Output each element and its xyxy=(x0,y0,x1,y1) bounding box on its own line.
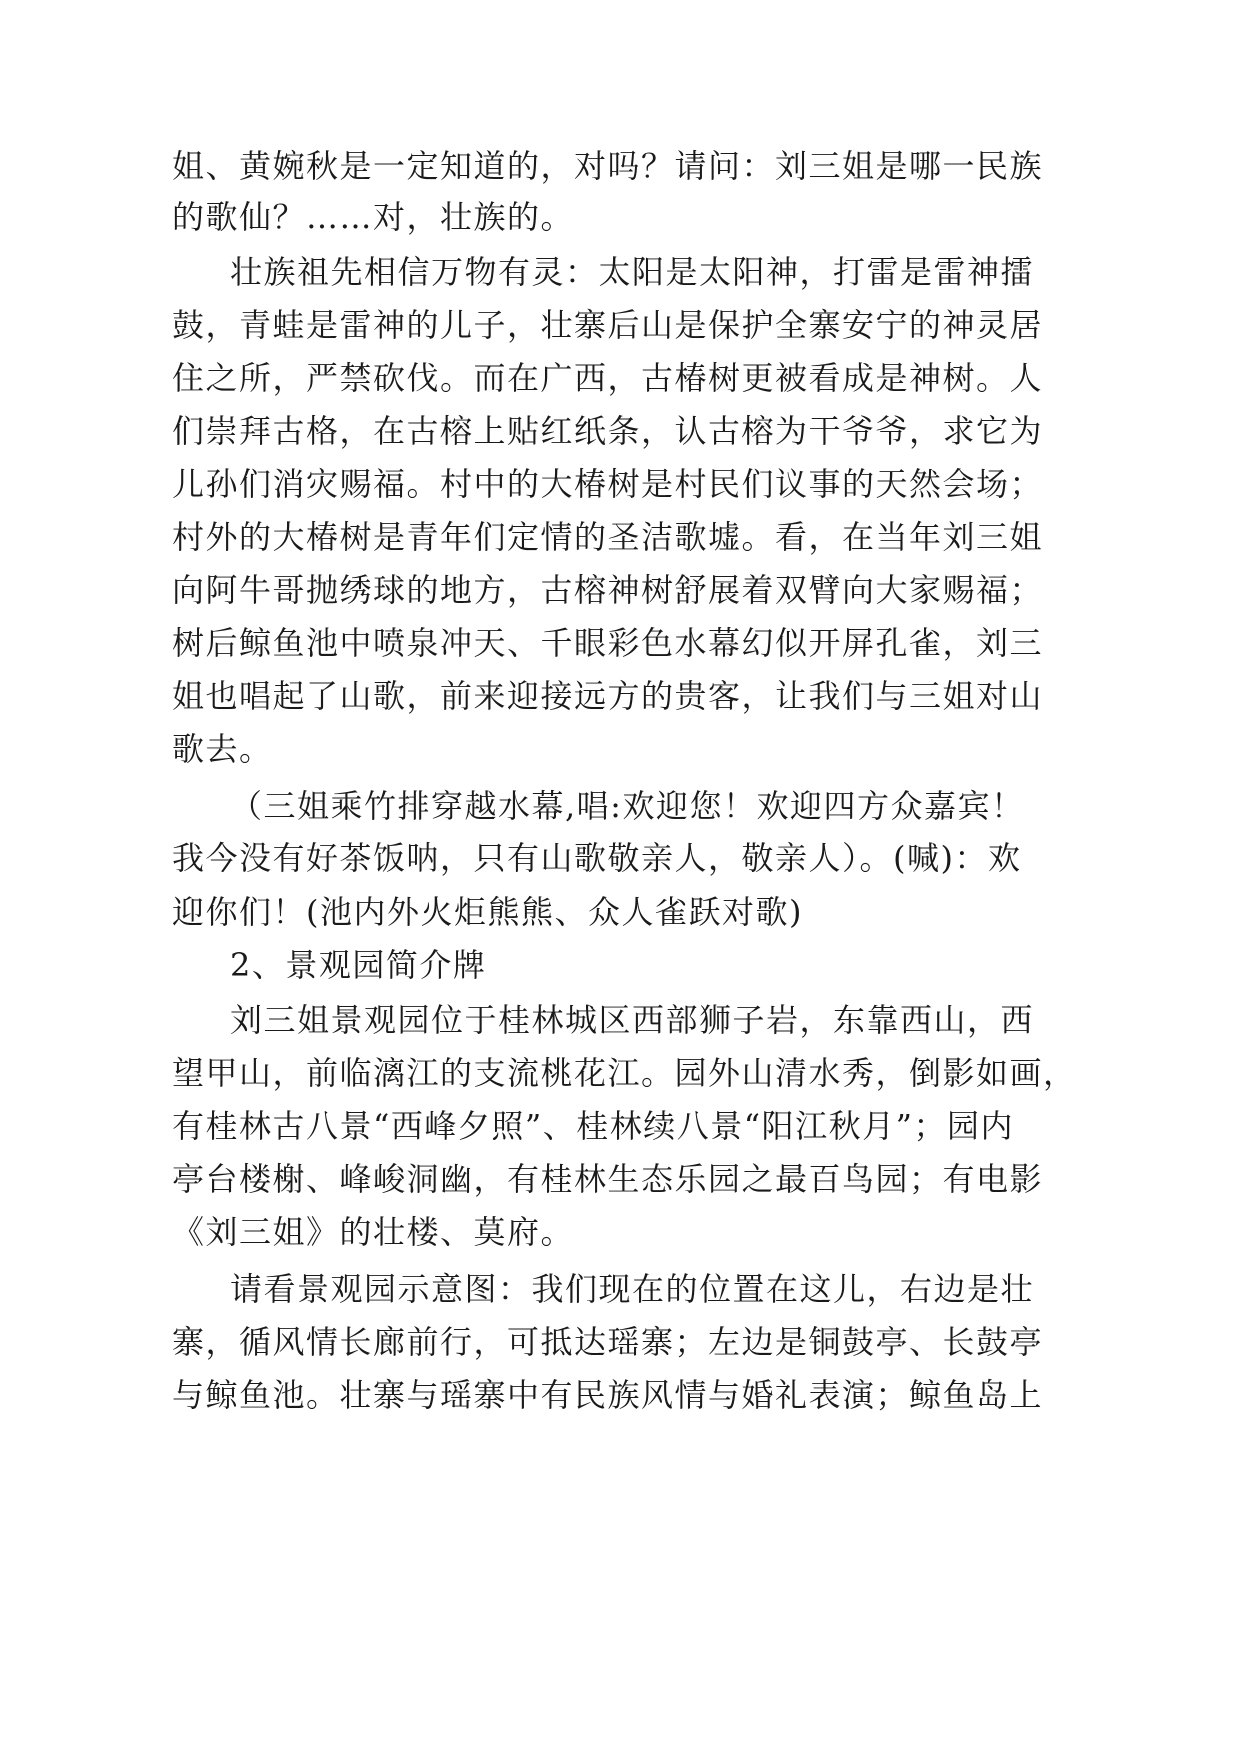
text-line xyxy=(0,507,1241,567)
text-line xyxy=(0,1365,1241,1425)
text-line xyxy=(0,187,1241,247)
line-text: 壮族祖先相信万物有灵：太阳是太阳神，打雷是雷神擂 xyxy=(230,253,1035,291)
line-text: （三姐乘竹排穿越水幕,唱:欢迎您！欢迎四方众嘉宾！ xyxy=(230,787,1025,825)
line-text: 我今没有好茶饭呐，只有山歌敬亲人，敬亲人）。(喊)：欢 xyxy=(172,839,1022,877)
text-line xyxy=(0,1096,1241,1156)
text-line xyxy=(0,560,1241,620)
text-line xyxy=(0,935,1241,995)
line-text: 迎你们！(池内外火炬熊熊、众人雀跃对歌) xyxy=(172,893,803,931)
text-line xyxy=(0,401,1241,461)
line-text: 向阿牛哥抛绣球的地方，古榕神树舒展着双臂向大家赐福； xyxy=(172,571,1044,609)
text-line xyxy=(0,990,1241,1050)
text-line xyxy=(0,1202,1241,1262)
text-line xyxy=(0,719,1241,779)
line-text: 住之所，严禁砍伐。而在广西，古椿树更被看成是神树。人 xyxy=(172,359,1044,397)
line-text: 姐、黄婉秋是一定知道的，对吗？请问：刘三姐是哪一民族 xyxy=(172,147,1044,185)
text-line xyxy=(0,242,1241,302)
line-text: 望甲山，前临漓江的支流桃花江。园外山清水秀，倒影如画， xyxy=(172,1054,1077,1092)
line-text: 儿孙们消灾赐福。村中的大椿树是村民们议事的天然会场； xyxy=(172,465,1044,503)
line-text: 们崇拜古格，在古榕上贴红纸条，认古榕为干爷爷，求它为 xyxy=(172,412,1044,450)
line-text: 请看景观园示意图：我们现在的位置在这儿，右边是壮 xyxy=(230,1270,1035,1308)
text-line xyxy=(0,613,1241,673)
line-text: 亭台楼榭、峰峻洞幽，有桂林生态乐园之最百鸟园；有电影 xyxy=(172,1160,1044,1198)
text-line xyxy=(0,1259,1241,1319)
line-text: 鼓，青蛙是雷神的儿子，壮寨后山是保护全寨安宁的神灵居 xyxy=(172,306,1044,344)
line-text: 村外的大椿树是青年们定情的圣洁歌墟。看，在当年刘三姐 xyxy=(172,518,1044,556)
line-text: 有桂林古八景“西峰夕照”、桂林续八景“阳江秋月”；园内 xyxy=(172,1107,1014,1145)
text-line xyxy=(0,1312,1241,1372)
text-line xyxy=(0,1043,1241,1103)
line-text: 姐也唱起了山歌，前来迎接远方的贵客，让我们与三姐对山 xyxy=(172,677,1044,715)
text-line xyxy=(0,454,1241,514)
text-line xyxy=(0,348,1241,408)
line-text: 寨，循风情长廊前行，可抵达瑶寨；左边是铜鼓亭、长鼓亭 xyxy=(172,1323,1044,1361)
text-line xyxy=(0,666,1241,726)
text-line xyxy=(0,776,1241,836)
text-line xyxy=(0,1149,1241,1209)
line-text: 歌去。 xyxy=(172,730,273,768)
line-text: 《刘三姐》的壮楼、莫府。 xyxy=(172,1213,575,1251)
text-line xyxy=(0,295,1241,355)
line-text: 刘三姐景观园位于桂林城区西部狮子岩，东靠西山，西 xyxy=(230,1001,1035,1039)
line-text: 2、景观园简介牌 xyxy=(230,946,487,984)
line-text: 与鲸鱼池。壮寨与瑶寨中有民族风情与婚礼表演；鲸鱼岛上 xyxy=(172,1376,1044,1414)
line-text: 树后鲸鱼池中喷泉冲天、千眼彩色水幕幻似开屏孔雀，刘三 xyxy=(172,624,1044,662)
text-line xyxy=(0,882,1241,942)
text-line xyxy=(0,828,1241,888)
line-text: 的歌仙？……对，壮族的。 xyxy=(172,198,575,236)
